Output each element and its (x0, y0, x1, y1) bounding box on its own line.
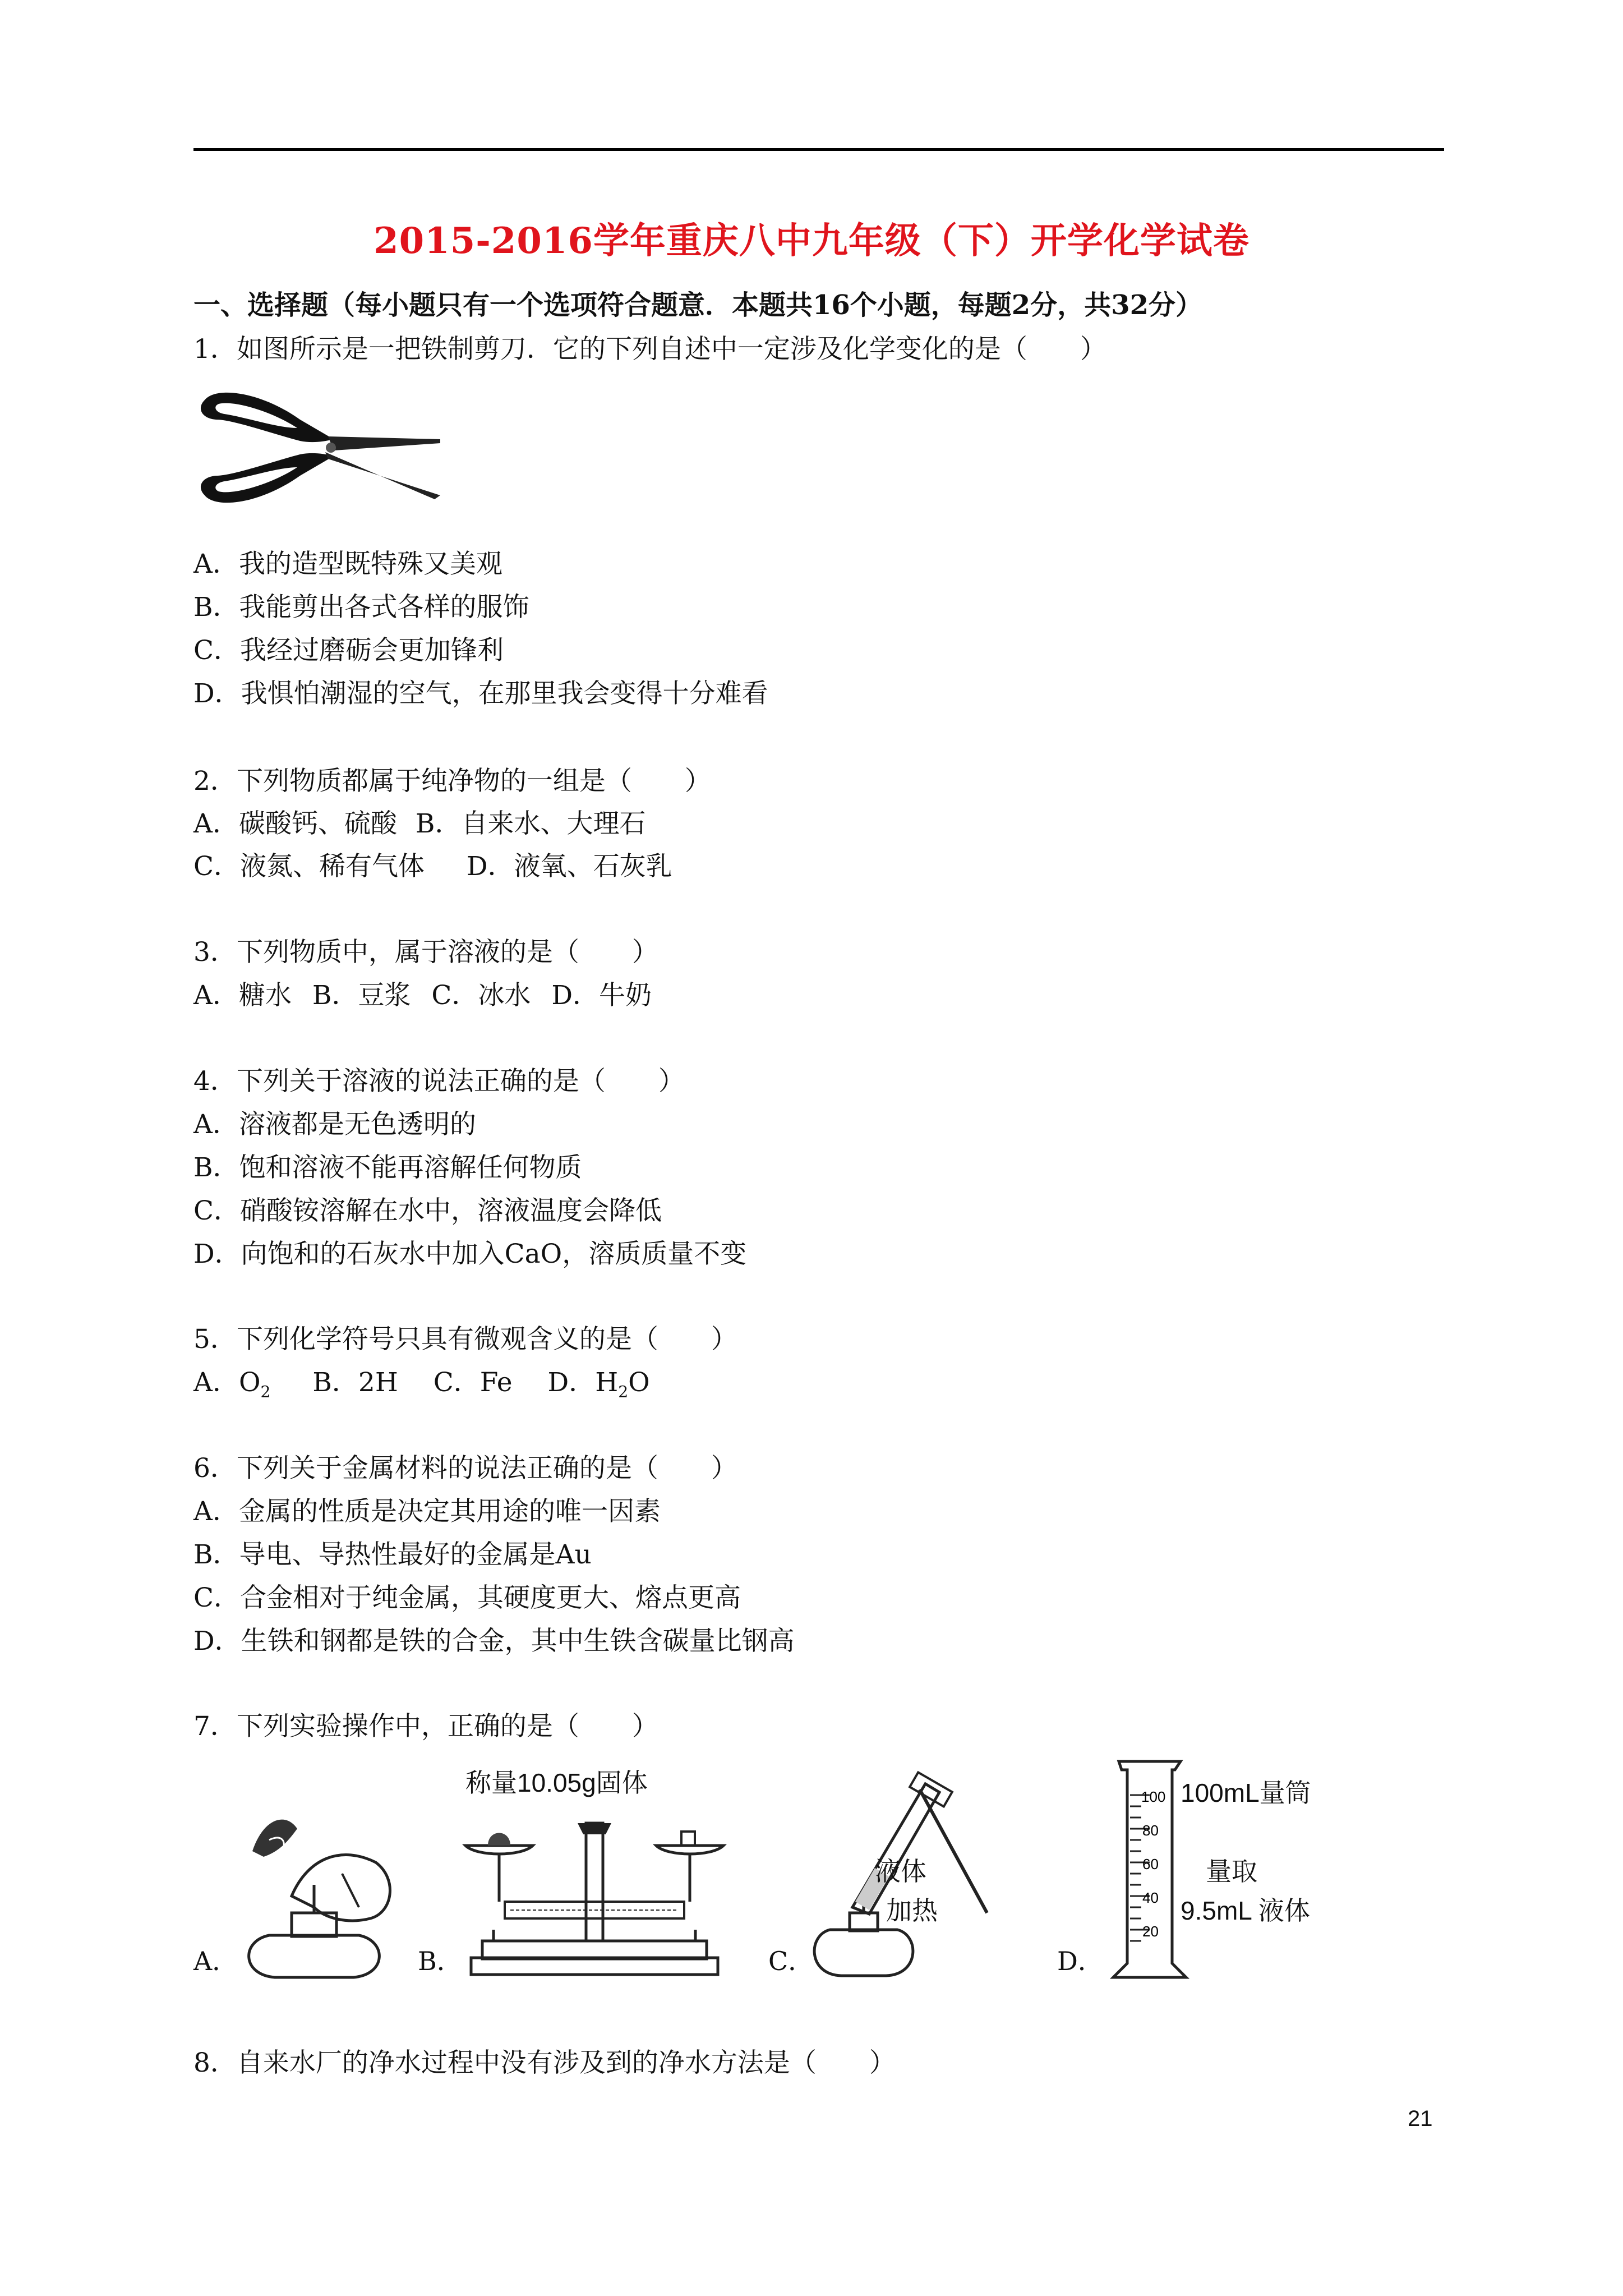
q8-stem: 8．自来水厂的净水过程中没有涉及到的净水方法是（ ） (193, 2047, 896, 2078)
q5-option-c: C．Fe (433, 1367, 513, 1398)
q5-option-a: A．$O_2$ (193, 1367, 271, 1401)
q2-option-b: B．自来水、大理石 (415, 808, 646, 839)
q1-option-a: A．我的造型既特殊又美观 (193, 549, 502, 579)
q6-option-c: C．合金相对于纯金属，其硬度更大、熔点更高 (193, 1582, 741, 1613)
q5-stem: 5．下列化学符号只具有微观含义的是（ ） (193, 1324, 737, 1355)
q1-option-d: D．我惧怕潮湿的空气，在那里我会变得十分难看 (193, 678, 768, 709)
q7-figd-caption-1: 100mL量筒 (1181, 1778, 1311, 1807)
section-heading: 一、选择题（每小题只有一个选项符合题意．本题共16个小题，每题2分，共32分） (193, 289, 1202, 321)
q2-options-row2 (193, 845, 672, 883)
scissors-icon (193, 380, 446, 515)
q2-option-c: C．液氮、稀有气体 (193, 851, 425, 882)
q7-figc-caption-1: 液体 (875, 1857, 926, 1886)
q1-option-c: C．我经过磨砺会更加锋利 (193, 635, 504, 666)
q1-stem: 1．如图所示是一把铁制剪刀．它的下列自述中一定涉及化学变化的是（ ） (193, 334, 1106, 365)
page-number: 21 (1408, 2106, 1433, 2131)
q4-option-d: D．向饱和的石灰水中加入CaO，溶质质量不变 (193, 1239, 747, 1269)
q2-option-a: A．碳酸钙、硫酸 (193, 808, 397, 839)
q4-option-c: C．硝酸铵溶解在水中，溶液温度会降低 (193, 1195, 662, 1226)
q6-option-b: B．导电、导热性最好的金属是Au (193, 1539, 592, 1570)
header-rule (193, 148, 1444, 151)
q4-option-b: B．饱和溶液不能再溶解任何物质 (193, 1152, 582, 1183)
q5-options (193, 1361, 650, 1401)
q3-options (193, 974, 652, 1012)
q7-option-a-label: A． (193, 1946, 238, 1976)
q3-stem: 3．下列物质中，属于溶液的是（ ） (193, 937, 658, 968)
q3-option-a: A．糖水 (193, 980, 292, 1011)
q3-option-b: B．豆浆 (312, 980, 411, 1011)
q3-option-d: D．牛奶 (551, 980, 652, 1011)
q7-stem: 7．下列实验操作中，正确的是（ ） (193, 1711, 658, 1742)
q7-figb-caption: 称量10.05g固体 (465, 1768, 648, 1797)
cylinder-tick-80: 80 (1142, 1822, 1159, 1839)
q4-option-a: A．溶液都是无色透明的 (193, 1109, 476, 1140)
q6-option-a: A．金属的性质是决定其用途的唯一因素 (193, 1496, 661, 1527)
graduated-cylinder-icon (1108, 1756, 1192, 1986)
cylinder-tick-100: 100 (1141, 1788, 1166, 1805)
q4-stem: 4．下列关于溶液的说法正确的是（ ） (193, 1066, 685, 1097)
q2-options-row1 (193, 803, 645, 840)
q6-stem: 6．下列关于金属材料的说法正确的是（ ） (193, 1453, 737, 1484)
q7-figd-caption-3: 9.5mL 液体 (1181, 1896, 1310, 1925)
q7-option-d-label: D． (1057, 1946, 1104, 1976)
q6-option-d: D．生铁和钢都是铁的合金，其中生铁含碳量比钢高 (193, 1626, 795, 1657)
q2-stem: 2．下列物质都属于纯净物的一组是（ ） (193, 766, 711, 797)
q7-figd-caption-2: 量取 (1206, 1857, 1257, 1886)
q5-option-b: B．2H (312, 1367, 398, 1398)
q7-option-c-label: C． (768, 1946, 814, 1976)
alcohol-lamp-icon (230, 1795, 404, 1980)
cylinder-tick-40: 40 (1142, 1889, 1159, 1906)
balance-scale-icon (460, 1801, 729, 1986)
q2-option-d: D．液氧、石灰乳 (466, 851, 672, 882)
q5-option-d: D．$H_2O$ (547, 1367, 650, 1401)
cylinder-tick-20: 20 (1142, 1923, 1159, 1940)
cylinder-tick-60: 60 (1142, 1856, 1159, 1872)
q7-figc-caption-2: 加热 (886, 1896, 938, 1925)
q1-option-b: B．我能剪出各式各样的服饰 (193, 592, 529, 623)
q7-option-b-label: B． (418, 1946, 463, 1976)
exam-title: 2015-2016学年重庆八中九年级（下）开学化学试卷 (374, 220, 1249, 262)
q3-option-c: C．冰水 (431, 980, 531, 1011)
